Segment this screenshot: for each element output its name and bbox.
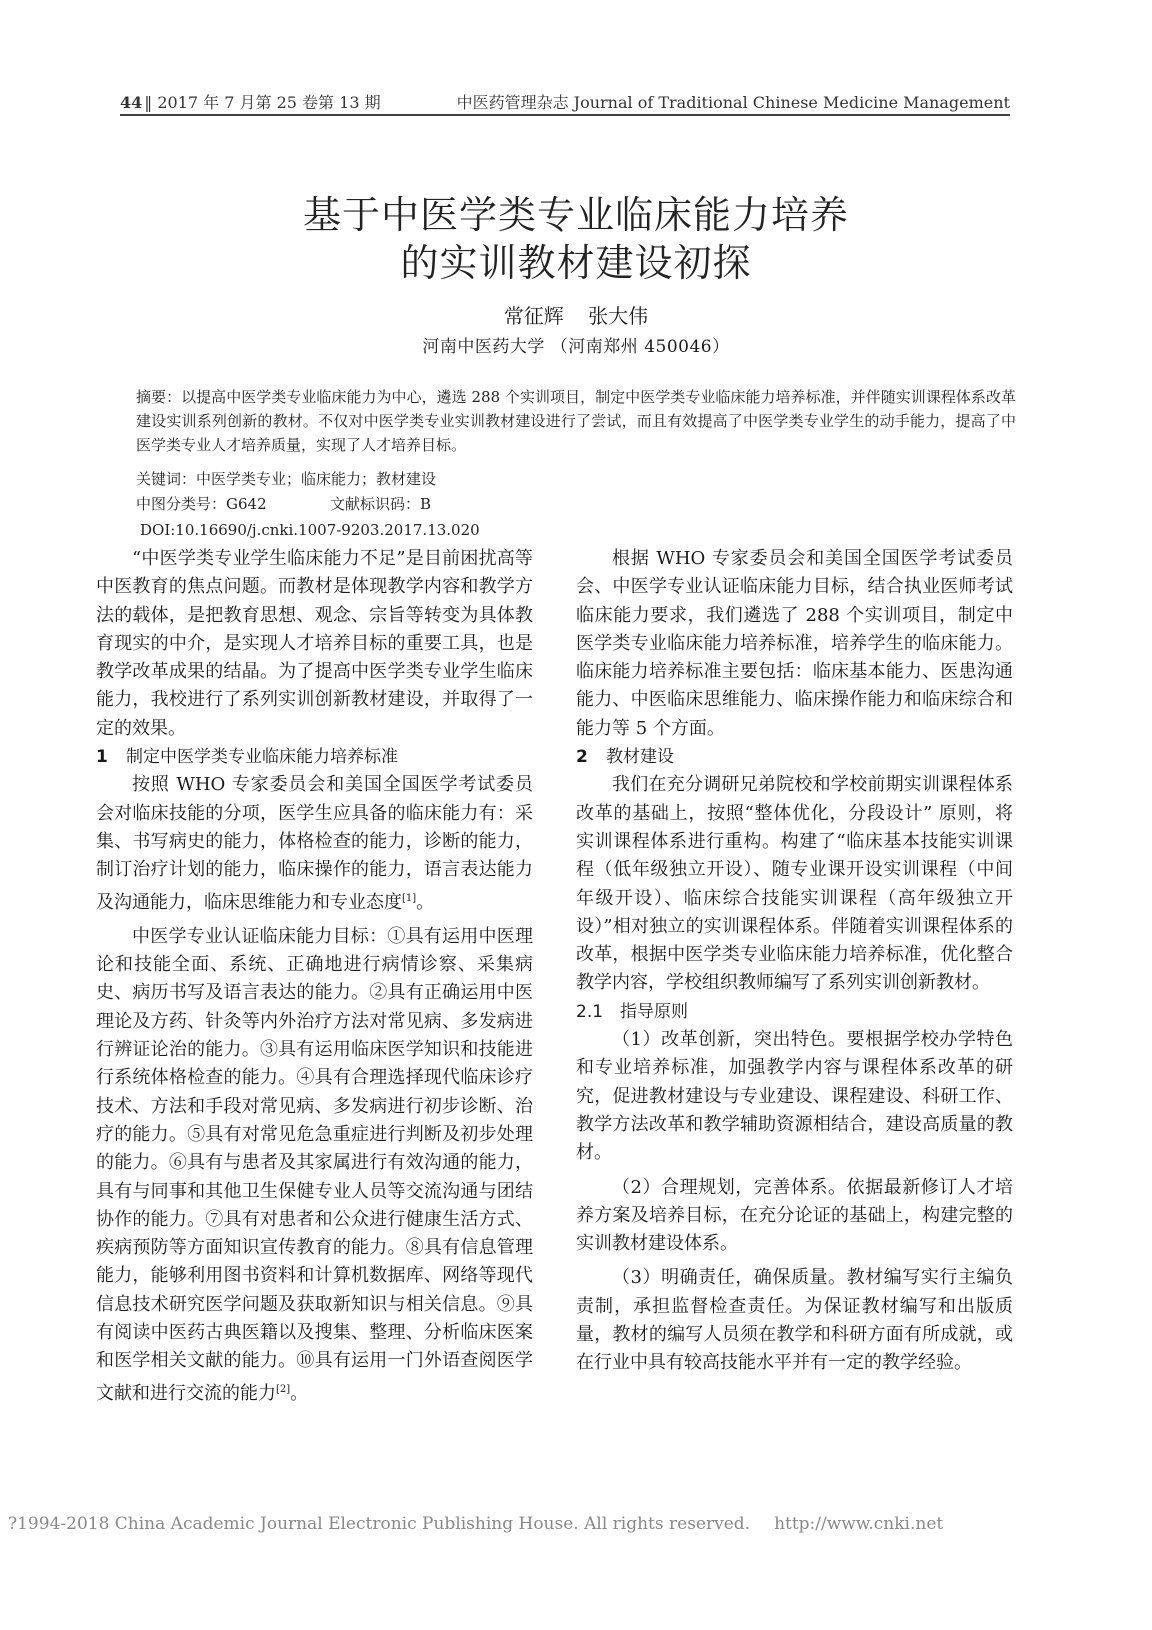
principle-2-paragraph: （2）合理规划，完善体系。依据最新修订人才培养方案及培养目标，在充分论证的基础上，构建完整的实训教材建设体系。 [576,1176,1013,1255]
section-1-heading [96,743,533,771]
running-header [120,88,1010,116]
article-title-line1: 基于中医学类专业临床能力培养 [302,193,849,237]
certification-goals-text: 中医学专业认证临床能力目标：①具有运用中医理论和技能全面、系统、正确地进行病情诊察、采集病史、病历书写及语言表达的能力。②具有正确运用中医理论及方药、针灸等内外治疗方法对常见病、多发病进行辨证论治的能力。③具有运用临床医学知识和技能进行系统体格检查的能力。④具有合理选择现代临床诊疗技术、方法和手段对常见病、多发病进行初步诊断、治疗的能力。⑤具有对常见危急重症进行判断及初步处理的能力。⑥具有与患者及其家属进行有效沟通的能力，具有与同事和其他卫生保健专业人员等交流沟通与团结协作的能力。⑦具有对患者和公众进行健康生活方式、疾病预防等方面知识宣传教育的能力。⑧具有信息管理能力，能够利用图书资料和计算机数据库、网络等现代信息技术研究医学问题及获取新知识与相关信息。⑨具有阅读中医药古典医籍以及搜集、整理、分析临床医案和医学相关文献的能力。⑩具有运用一门外语查阅医学文献和进行交流的能力 [96,925,533,1404]
authors: 常征辉 张大伟 [503,304,649,328]
citation-2: [2] [276,1383,291,1395]
textbook-paragraph: 我们在充分调研兄弟院校和学校前期实训课程体系改革的基础上，按照“整体优化，分段设计” 原则，将实训课程体系进行重构。构建了“临床基本技能实训课程（低年级独立开设）、随专业课开设实训课程（中间年级开设）、临床综合技能实训课程（高年级独立开设）”相对独立的实训课程体系。伴随着实训课程体系的改革，根据中医学类专业临床能力培养标准，优化整合教学内容，学校组织教师编写了系列实训创新教材。 [576,774,1013,994]
abstract: 摘要：以提高中医学类专业临床能力为中心，遴选 288 个实训项目，制定中医学类专业临床能力培养标准，并伴随实训课程体系改革建设实训系列创新的教材。不仅对中医学类专业实训教材建设进行了尝试，而且有效提高了中医学类专业学生的动手能力，提高了中医学类专业人才培养质量，实现了人才培养目标。 [136,388,1016,454]
page-number: 44 [120,93,143,112]
who-abilities-paragraph [96,771,533,916]
header-divider: ‖ [144,93,158,112]
affiliation: 河南中医药大学 （河南郑州 450046） [422,337,730,357]
document-code: 文献标识码：B [330,495,432,513]
standard-paragraph: 根据 WHO 专家委员会和美国全国医学考试委员会、中医学专业认证临床能力目标，结合执业医师考试临床能力要求，我们遴选了 288 个实训项目，制定中医学类专业临床能力培养标准，培养学生的临床能力。临床能力培养标准主要包括：临床基本能力、医患沟通能力、中医临床思维能力、临床操作能力和临床综合和能力等 5 个方面。 [576,548,1013,739]
left-column [96,545,533,1408]
doi: DOI:10.16690/j.cnki.1007-9203.2017.13.020 [140,521,480,539]
citation-1: [1] [402,892,417,904]
principle-3-paragraph: （3）明确责任，确保质量。教材编写实行主编负责制，承担监督检查责任。为保证教材编写和出版质量，教材的编写人员须在教学和科研方面有所成就，或在行业中具有较高技能水平并有一定的教学经验。 [576,1267,1013,1374]
section-2-title: 教材建设 [606,747,674,768]
copyright-notice: ?1994-2018 China Academic Journal Electronic Publishing House. All rights reserved. [8,1514,751,1534]
classification-row [136,492,1016,516]
section-1-number: 1 [96,747,108,768]
article-title-line2: 的实训教材建设初探 [400,241,752,285]
intro-paragraph: “中医学类专业学生临床能力不足”是目前困扰高等中医教育的焦点问题。而教材是体现教学内容和教学方法的载体，是把教育思想、观念、宗旨等转变为具体教育现实的中介，是实现人才培养目标的重要工具，也是教学改革成果的结晶。为了提高中医学类专业学生临床能力，我校进行了系列实训创新教材建设，并取得了一定的效果。 [96,548,533,739]
header-left [120,90,381,113]
section-1-title: 制定中医学类专业临床能力培养标准 [126,747,398,768]
journal-name: 中医药管理杂志 Journal of Traditional Chinese Medicine Management [456,93,1010,112]
classification-number: 中图分类号：G642 [136,495,267,513]
section-2-number: 2 [576,747,588,768]
section-2-1-heading [576,998,1013,1026]
section-2-1-title: 指导原则 [620,1001,688,1022]
principle-1-paragraph: （1）改革创新，突出特色。要根据学校办学特色和专业培养标准，加强教学内容与课程体系改革的研究，促进教材建设与专业建设、课程建设、科研工作、教学方法改革和教学辅助资源相结合，建设高质量的教材。 [576,1029,1013,1164]
period: 。 [416,891,435,913]
section-2-1-number: 2.1 [576,1001,604,1022]
footer [8,1514,1148,1534]
section-2-heading [576,743,1013,771]
keywords: 关键词：中医学类专业；临床能力；教材建设 [136,470,437,488]
certification-goals-paragraph [96,923,533,1408]
right-column [576,545,1013,1378]
footer-url[interactable]: http://www.cnki.net [774,1514,944,1534]
issue-info: 2017 年 7 月第 25 卷第 13 期 [157,93,381,112]
who-abilities-text: 按照 WHO 专家委员会和美国全国医学考试委员会对临床技能的分项，医学生应具备的临床能力有：采集、书写病史的能力，体格检查的能力，诊断的能力，制订治疗计划的能力，临床操作的能力，语言表达能力及沟通能力，临床思维能力和专业态度 [96,774,533,913]
period: 。 [290,1382,309,1404]
